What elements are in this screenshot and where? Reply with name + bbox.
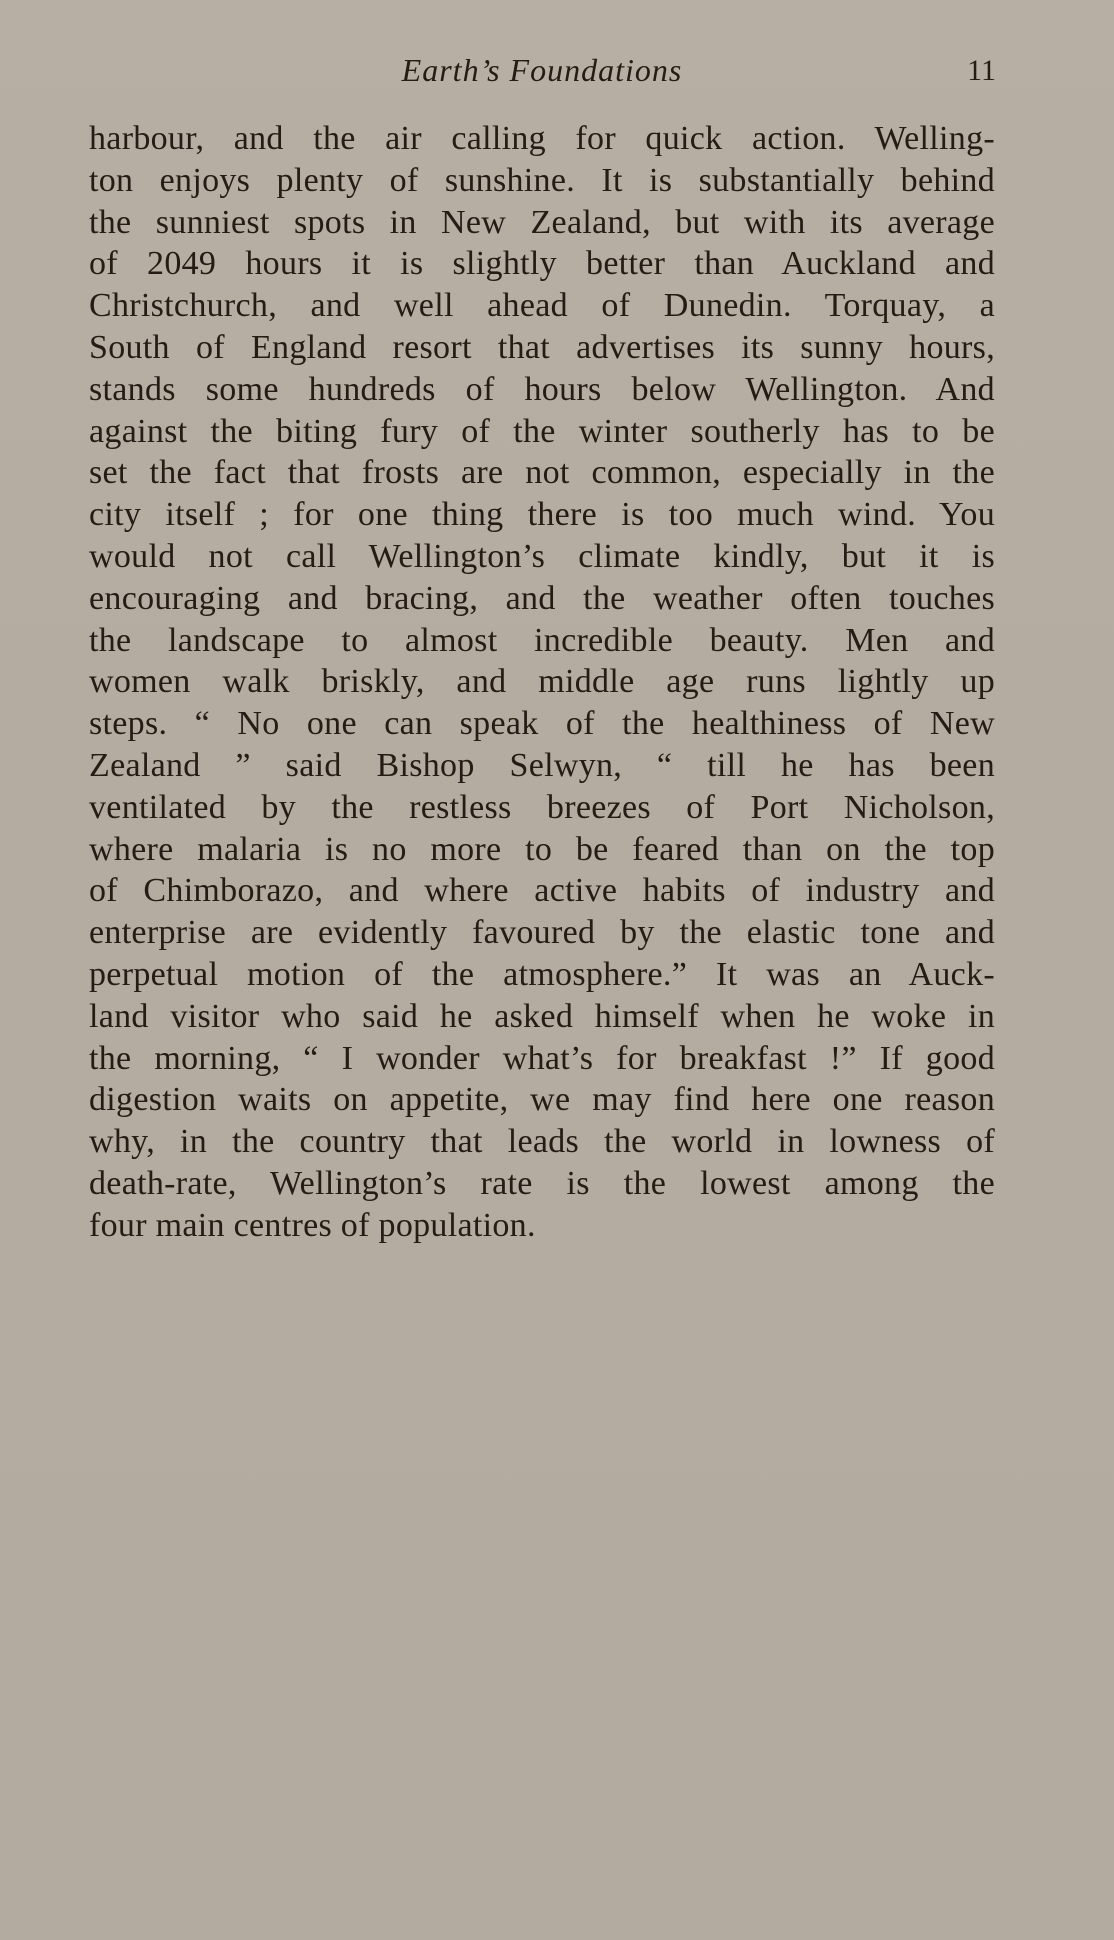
text-line: harbour, and the air calling for quick action. Welling-	[89, 120, 995, 157]
text-line: digestion waits on appetite, we may find here one reason	[89, 1081, 995, 1119]
text-line: the sunniest spots in New Zealand, but with its average	[89, 203, 995, 241]
text-line: ton enjoys plenty of sunshine. It is substantially behind	[89, 161, 995, 199]
text-line: Christchurch, and well ahead of Dunedin. Torquay, a	[89, 287, 995, 325]
text-line: why, in the country that leads the world in lowness of	[89, 1123, 995, 1161]
text-line: ventilated by the restless breezes of Port Nicholson,	[89, 788, 995, 826]
text-line: encouraging and bracing, and the weather often touches	[89, 579, 995, 617]
text-line: stands some hundreds of hours below Wellington. And	[89, 370, 995, 408]
text-line: the morning, “ I wonder what’s for breakfast !” If good	[89, 1039, 995, 1077]
page-number: 11	[967, 54, 996, 87]
text-line: of Chimborazo, and where active habits of industry and	[89, 872, 995, 910]
body-paragraph	[89, 118, 995, 1247]
text-line: where malaria is no more to be feared than on the top	[89, 830, 995, 868]
text-line: women walk briskly, and middle age runs lightly up	[89, 663, 995, 701]
text-line: would not call Wellington’s climate kindly, but it is	[89, 537, 995, 575]
text-line: enterprise are evidently favoured by the elastic tone and	[89, 914, 995, 952]
text-line: South of England resort that advertises its sunny hours,	[89, 328, 995, 366]
text-line: of 2049 hours it is slightly better than Auckland and	[89, 245, 995, 283]
page-header	[88, 52, 996, 102]
text-line: land visitor who said he asked himself when he woke in	[89, 997, 995, 1035]
text-line: against the biting fury of the winter southerly has to be	[89, 412, 995, 450]
text-line: steps. “ No one can speak of the healthiness of New	[89, 705, 995, 743]
running-title: Earth’s Foundations	[401, 52, 683, 88]
text-line: set the fact that frosts are not common, especially in the	[89, 454, 995, 492]
text-line: death-rate, Wellington’s rate is the lowest among the	[89, 1164, 995, 1202]
text-line: city itself ; for one thing there is too much wind. You	[89, 496, 995, 534]
text-line: Zealand ” said Bishop Selwyn, “ till he has been	[89, 746, 995, 784]
text-line: the landscape to almost incredible beauty. Men and	[89, 621, 995, 659]
text-line: four main centres of population.	[89, 1206, 536, 1244]
text-line: perpetual motion of the atmosphere.” It was an Auck-	[89, 955, 995, 993]
